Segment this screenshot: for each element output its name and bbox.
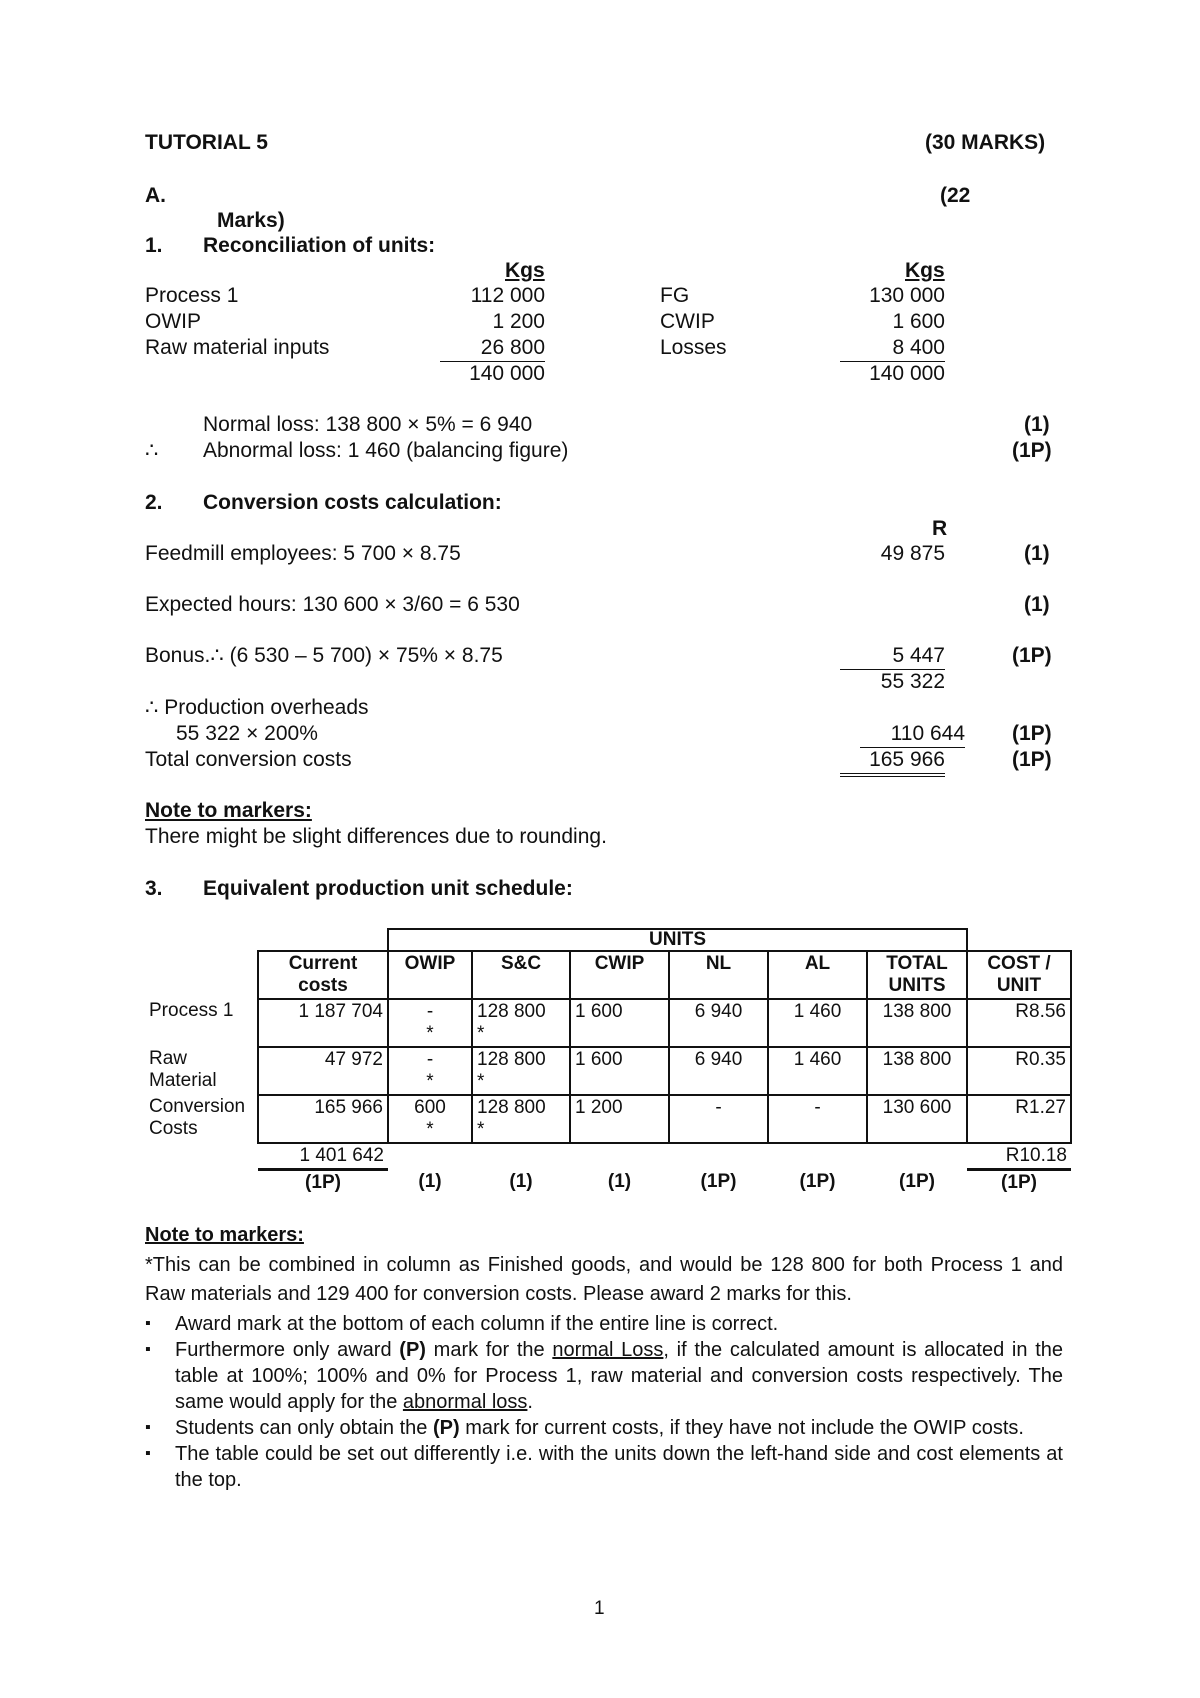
cell-owip: 600 * xyxy=(388,1095,472,1143)
cell-sc: 128 800 * xyxy=(472,1095,570,1143)
mark-owip: (1) xyxy=(418,1170,442,1192)
header-owip: OWIP xyxy=(388,951,472,999)
column-header-row xyxy=(145,951,1071,999)
header-cost-per-unit: COST / UNIT xyxy=(967,951,1071,999)
total-cost-per-unit: R10.18 xyxy=(967,1143,1071,1170)
cell-cwip: 1 600 xyxy=(570,999,669,1047)
cell-owip: - * xyxy=(388,999,472,1047)
q1-abnormal-loss: Abnormal loss: 1 460 (balancing figure) xyxy=(203,439,569,462)
units-header: UNITS xyxy=(388,929,967,951)
cell-al: - xyxy=(768,1095,867,1143)
row-label: Process 1 xyxy=(149,1000,234,1021)
q2-overheads-mark: (1P) xyxy=(1012,722,1052,745)
cell-cost-per-unit: R0.35 xyxy=(967,1047,1071,1095)
cell-total: 130 600 xyxy=(867,1095,967,1143)
cell-total: 138 800 xyxy=(867,1047,967,1095)
cell-cost-per-unit: R1.27 xyxy=(967,1095,1071,1143)
q1-right-value-3: 8 400 xyxy=(840,335,945,362)
q1-left-value-2: 1 200 xyxy=(492,310,545,333)
row-label: Raw Material xyxy=(149,1048,217,1091)
header-sc: S&C xyxy=(472,951,570,999)
page-title: TUTORIAL 5 xyxy=(145,131,268,154)
note2-bullet: ▪ The table could be set out differently i.e. with the units down the left-hand side and cost elements at the top. xyxy=(145,1441,1063,1493)
header-nl: NL xyxy=(669,951,768,999)
cell-cost-per-unit: R8.56 xyxy=(967,999,1071,1047)
q2-heading: Conversion costs calculation: xyxy=(203,491,502,514)
mark-cwip: (1) xyxy=(607,1170,632,1192)
cell-nl: 6 940 xyxy=(669,1047,768,1095)
q2-bonus-value: 5 447 xyxy=(840,643,945,670)
cell-cwip: 1 600 xyxy=(570,1047,669,1095)
q1-right-value-2: 1 600 xyxy=(892,310,945,333)
therefore-symbol: ∴ xyxy=(145,439,159,462)
mark-total: (1P) xyxy=(899,1170,935,1192)
q2-total-mark: (1P) xyxy=(1012,748,1052,771)
cell-al: 1 460 xyxy=(768,999,867,1047)
section-a-label: A. xyxy=(145,184,166,207)
header-cwip: CWIP xyxy=(570,951,669,999)
section-a-marks-cont: Marks) xyxy=(217,209,285,232)
q1-left-value-1: 112 000 xyxy=(470,284,545,307)
cell-current: 47 972 xyxy=(258,1047,388,1095)
mark-cost-per-unit: (1P) xyxy=(1001,1172,1037,1193)
mark-current: (1P) xyxy=(305,1172,341,1193)
header-total-units: TOTAL UNITS xyxy=(867,951,967,999)
section-a-marks: (22 xyxy=(940,184,971,207)
cell-current: 165 966 xyxy=(258,1095,388,1143)
page-number: 1 xyxy=(594,1598,605,1619)
q2-subtotal: 55 322 xyxy=(880,670,945,693)
cell-sc: 128 800 * xyxy=(472,999,570,1047)
q2-total-label: Total conversion costs xyxy=(145,748,352,771)
header-current-costs: Current costs xyxy=(258,951,388,999)
q2-bonus-mark: (1P) xyxy=(1012,644,1052,667)
equivalent-production-table xyxy=(145,928,1072,1195)
cell-owip: - * xyxy=(388,1047,472,1095)
mark-sc: (1) xyxy=(509,1170,533,1192)
q1-right-label-1: FG xyxy=(660,284,690,307)
q1-heading: Reconciliation of units: xyxy=(203,234,436,257)
header-al: AL xyxy=(768,951,867,999)
q1-right-value-1: 130 000 xyxy=(869,284,945,307)
q3-number: 3. xyxy=(145,877,163,900)
note2-block xyxy=(145,1222,1063,1493)
note2-bullet: ▪ Furthermore only award (P) mark for the normal Loss, if the calculated amount is allocated in the table at 100%; 100% and 0% for Process 1, raw material and conversion costs respectively. The same would apply for the abnormal loss. xyxy=(145,1337,1063,1415)
q2-overheads-value: 110 644 xyxy=(860,721,965,748)
note2-heading: Note to markers: xyxy=(145,1224,304,1246)
cell-nl: - xyxy=(669,1095,768,1143)
q1-right-total: 140 000 xyxy=(869,362,945,385)
q2-feedmill: Feedmill employees: 5 700 × 8.75 xyxy=(145,542,461,565)
row-label: Conversion Costs xyxy=(149,1096,246,1139)
q1-normal-loss: Normal loss: 138 800 × 5% = 6 940 xyxy=(203,413,533,436)
q2-expected: Expected hours: 130 600 × 3/60 = 6 530 xyxy=(145,593,520,616)
q1-left-label-1: Process 1 xyxy=(145,284,239,307)
q1-number: 1. xyxy=(145,234,163,257)
note2-paragraph: *This can be combined in column as Finished goods, and would be 128 800 for both Process 1 and Raw materials and 129 400 for conversion costs. Please award 2 marks for this. xyxy=(145,1254,1063,1305)
q1-kgs-left: Kgs xyxy=(505,259,545,282)
q1-right-label-2: CWIP xyxy=(660,310,715,333)
q2-bonus: Bonus.∴ (6 530 – 5 700) × 75% × 8.75 xyxy=(145,644,503,667)
cell-total: 138 800 xyxy=(867,999,967,1047)
q1-left-total: 140 000 xyxy=(469,362,545,385)
table-row xyxy=(145,1047,1071,1095)
table-row xyxy=(145,1095,1071,1143)
note1-heading: Note to markers: xyxy=(145,799,312,822)
mark-al: (1P) xyxy=(799,1170,836,1192)
mark-nl: (1P) xyxy=(700,1170,737,1192)
q2-feedmill-mark: (1) xyxy=(1024,542,1050,565)
q1-left-label-2: OWIP xyxy=(145,310,201,333)
note2-bullet: ▪ Award mark at the bottom of each column if the entire line is correct. xyxy=(145,1311,1063,1337)
q1-left-value-3: 26 800 xyxy=(440,335,545,362)
note1-text: There might be slight differences due to rounding. xyxy=(145,825,607,848)
q2-overheads: ∴ Production overheads xyxy=(145,696,369,719)
cell-sc: 128 800 * xyxy=(472,1047,570,1095)
total-current-costs: 1 401 642 xyxy=(258,1143,388,1170)
note2-bullet: ▪ Students can only obtain the (P) mark for current costs, if they have not include the OWIP costs. xyxy=(145,1415,1063,1441)
cell-nl: 6 940 xyxy=(669,999,768,1047)
q2-overheads-calc: 55 322 × 200% xyxy=(176,722,318,745)
total-marks: (30 MARKS) xyxy=(925,131,1046,154)
q2-feedmill-value: 49 875 xyxy=(880,542,945,565)
marks-row xyxy=(145,1170,1071,1196)
q1-kgs-right: Kgs xyxy=(905,259,945,282)
q2-expected-mark: (1) xyxy=(1024,593,1050,616)
q2-currency: R xyxy=(932,517,948,540)
q2-total-value: 165 966 xyxy=(840,747,945,777)
q1-left-label-3: Raw material inputs xyxy=(145,336,330,359)
units-header-row xyxy=(145,929,1071,951)
note2-bullets xyxy=(145,1311,1063,1493)
q3-heading: Equivalent production unit schedule: xyxy=(203,877,573,900)
cell-current: 1 187 704 xyxy=(258,999,388,1047)
q1-right-label-3: Losses xyxy=(660,336,727,359)
q1-abnormal-loss-mark: (1P) xyxy=(1012,439,1052,462)
totals-row xyxy=(145,1143,1071,1170)
q2-number: 2. xyxy=(145,491,163,514)
table-row xyxy=(145,999,1071,1047)
cell-cwip: 1 200 xyxy=(570,1095,669,1143)
cell-al: 1 460 xyxy=(768,1047,867,1095)
q1-normal-loss-mark: (1) xyxy=(1024,413,1050,436)
